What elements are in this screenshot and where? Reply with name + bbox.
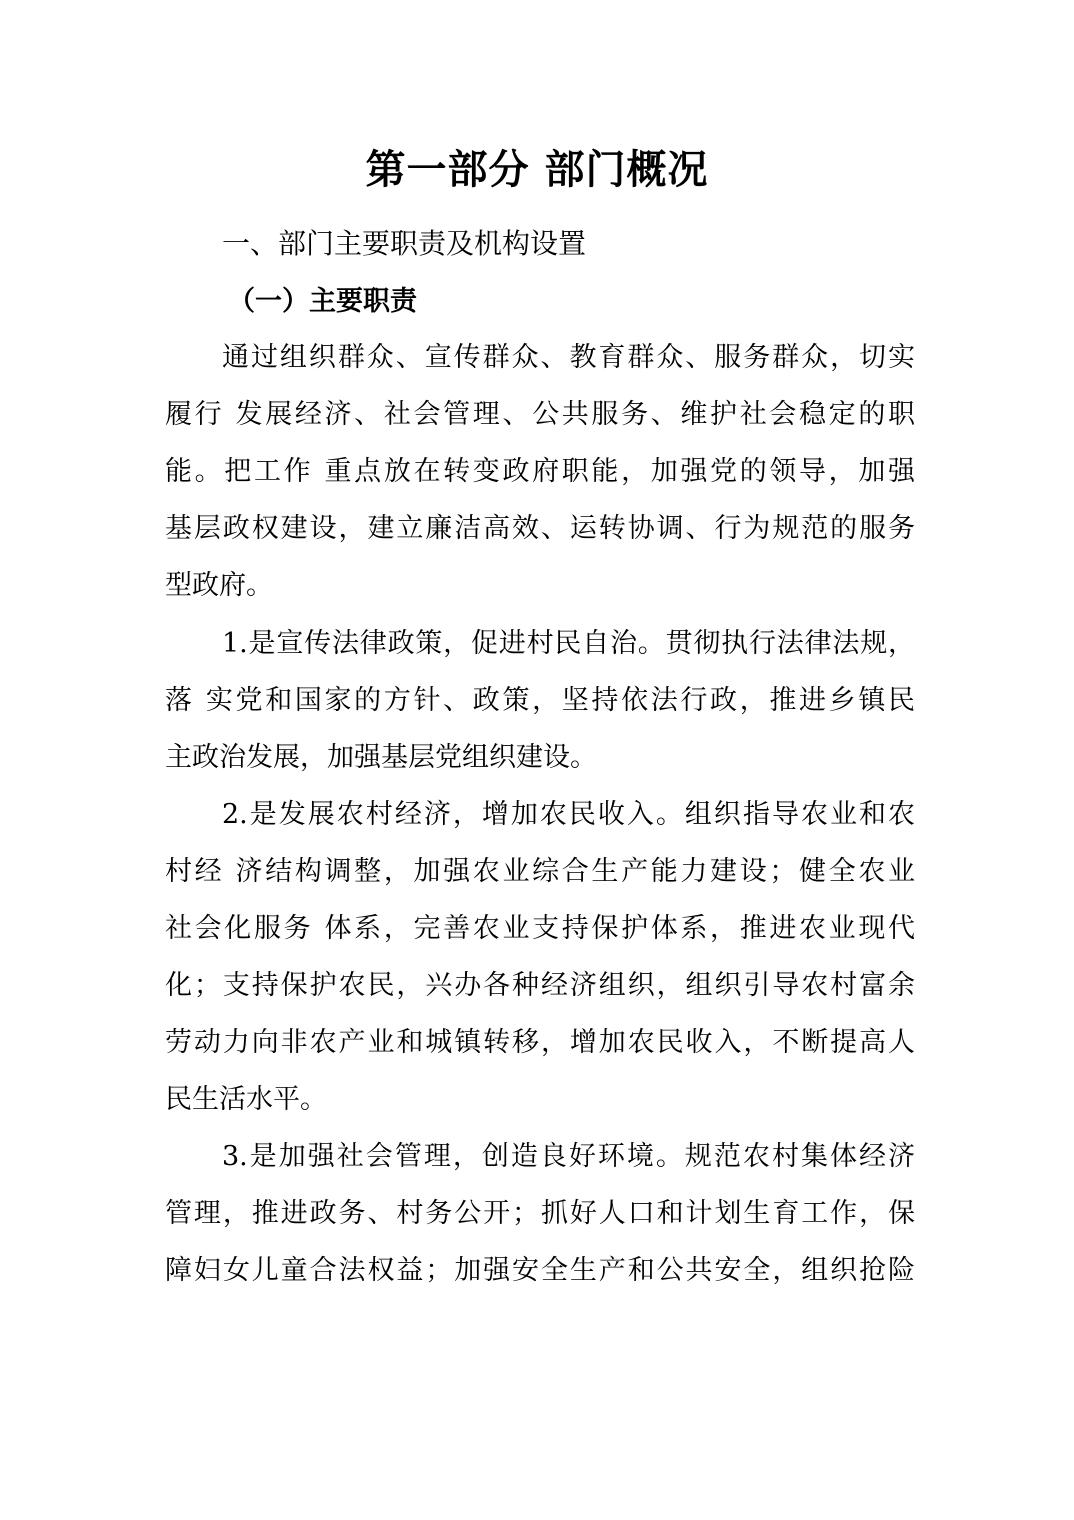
paragraph-line: 履行 发展经济、社会管理、公共服务、维护社会稳定的职	[165, 399, 915, 430]
paragraph-line: 通过组织群众、宣传群众、教育群众、服务群众，切实	[222, 342, 915, 373]
paragraph-line: 障妇女儿童合法权益；加强安全生产和公共安全，组织抢险	[165, 1255, 915, 1286]
paragraph-line: 社会化服务 体系，完善农业支持保护体系，推进农业现代	[165, 913, 915, 944]
paragraph-line: 能。把工作 重点放在转变政府职能，加强党的领导，加强	[165, 456, 915, 487]
paragraph-line: 劳动力向非农产业和城镇转移，增加农民收入，不断提高人	[165, 1027, 915, 1058]
section-heading: 一、部门主要职责及机构设置	[222, 227, 587, 260]
paragraph-line: 3.是加强社会管理，创造良好环境。规范农村集体经济	[222, 1141, 915, 1172]
page-title: 第一部分 部门概况	[365, 146, 709, 193]
paragraph-line: 主政治发展，加强基层党组织建设。	[165, 742, 597, 773]
paragraph-line: 型政府。	[165, 570, 273, 601]
paragraph-line: 基层政权建设，建立廉洁高效、运转协调、行为规范的服务	[165, 513, 915, 544]
paragraph-line: 落 实党和国家的方针、政策，坚持依法行政，推进乡镇民	[165, 685, 915, 716]
paragraph-line: 村经 济结构调整，加强农业综合生产能力建设；健全农业	[165, 856, 915, 887]
paragraph-line: 民生活水平。	[165, 1084, 327, 1115]
subsection-heading: （一）主要职责	[228, 286, 417, 317]
paragraph-line: 1.是宣传法律政策，促进村民自治。贯彻执行法律法规，	[222, 628, 915, 659]
paragraph-line: 2.是发展农村经济，增加农民收入。组织指导农业和农	[222, 799, 915, 830]
paragraph-line: 化；支持保护农民，兴办各种经济组织，组织引导农村富余	[165, 970, 915, 1001]
paragraph-line: 管理，推进政务、村务公开；抓好人口和计划生育工作，保	[165, 1198, 915, 1229]
